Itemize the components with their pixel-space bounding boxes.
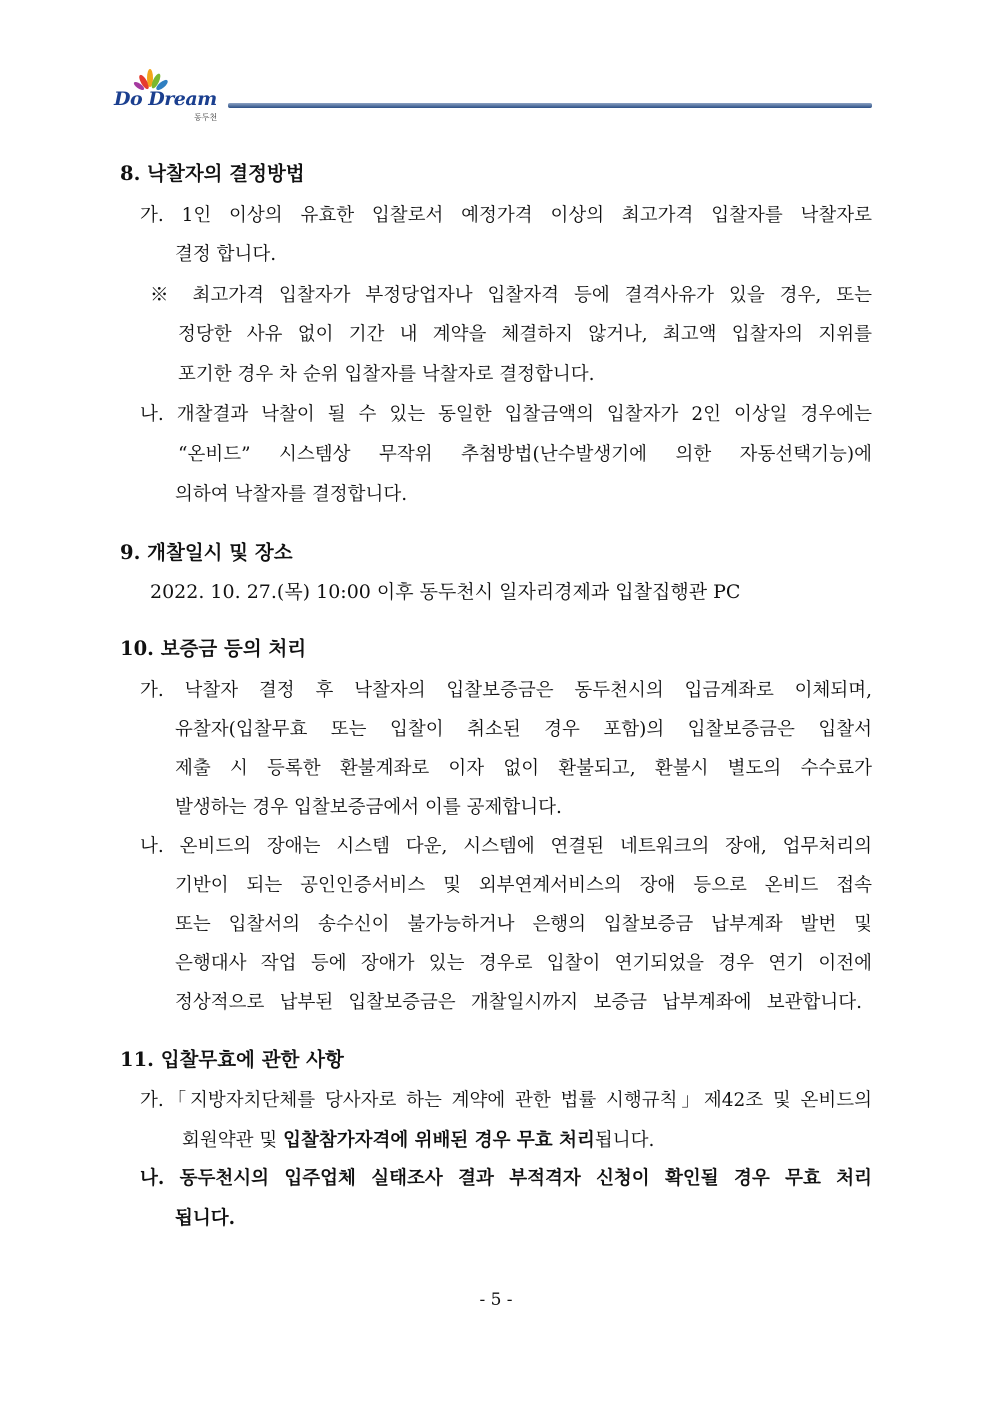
section-11-item-a-text: 회원약관 및 (182, 1130, 284, 1151)
section-10-title: 10. 보증금 등의 처리 (120, 637, 307, 660)
section-11-item-b-line-1: 나. 동두천시의 입주업체 실태조사 결과 부적격자 신청이 확인될 경우 무효 처리 (140, 1168, 872, 1189)
section-10-item-a-line-3: 제출 시 등록한 환불계좌로 이자 없이 환불되고, 환불시 별도의 수수료가 (175, 758, 872, 779)
section-8-item-b-line-3: 의하여 낙찰자를 결정합니다. (175, 484, 408, 505)
section-10-item-b-line-3: 또는 입찰서의 송수신이 불가능하거나 은행의 입찰보증금 납부계좌 발번 및 (175, 914, 872, 935)
logo-subtext: 동두천 (194, 113, 218, 122)
section-10-item-b-line-1: 나. 온비드의 장애는 시스템 다운, 시스템에 연결된 네트워크의 장애, 업무처리의 (140, 836, 872, 857)
section-8-note-line-3: 포기한 경우 차 순위 입찰자를 낙찰자로 결정합니다. (178, 364, 595, 385)
dodream-logo (114, 66, 226, 126)
section-8-title: 8. 낙찰자의 결정방법 (120, 162, 305, 185)
page-number: - 5 - (479, 1290, 513, 1310)
section-8-item-b-line-2: “온비드” 시스템상 무작위 추첨방법(난수발생기에 의한 자동선택기능)에 (178, 444, 872, 465)
section-10-item-a-line-2: 유찰자(입찰무효 또는 입찰이 취소된 경우 포함)의 입찰보증금은 입찰서 (175, 719, 872, 740)
section-10-item-b-line-4: 은행대사 작업 등에 장애가 있는 경우로 입찰이 연기되었을 경우 연기 이전에 (175, 953, 872, 974)
section-8-note-line-2: 정당한 사유 없이 기간 내 계약을 체결하지 않거나, 최고액 입찰자의 지위를 (178, 324, 872, 345)
section-8-note-line-1: ※ 최고가격 입찰자가 부정당업자나 입찰자격 등에 결격사유가 있을 경우, 또는 (150, 285, 872, 306)
section-9-title: 9. 개찰일시 및 장소 (120, 541, 293, 564)
section-11-item-a-line-1: 가.「지방자치단체를 당사자로 하는 계약에 관한 법률 시행규칙」제42조 및 온비드의 (140, 1090, 872, 1111)
header-rule (228, 103, 872, 108)
section-9-datetime-place: 2022. 10. 27.(목) 10:00 이후 동두천시 일자리경제과 입찰집행관 PC (150, 581, 741, 603)
logo-text: Do Dream (114, 88, 217, 110)
section-8-item-a-line-1: 가. 1인 이상의 유효한 입찰로서 예정가격 이상의 최고가격 입찰자를 낙찰자로 (140, 205, 872, 226)
section-10-item-b-line-2: 기반이 되는 공인인증서비스 및 외부연계서비스의 장애 등으로 온비드 접속 (175, 875, 872, 896)
section-11-item-a-line-2 (182, 1126, 654, 1152)
section-8-item-b-line-1: 나. 개찰결과 낙찰이 될 수 있는 동일한 입찰금액의 입찰자가 2인 이상일 경우에는 (140, 404, 872, 425)
section-11-item-a-emphasis: 입찰참가자격에 위배된 경우 무효 처리 (283, 1130, 595, 1151)
section-10-item-a-line-1: 가. 낙찰자 결정 후 낙찰자의 입찰보증금은 동두천시의 입금계좌로 이체되며, (140, 680, 872, 701)
section-8-item-a-line-2: 결정 합니다. (175, 244, 277, 265)
section-11-title: 11. 입찰무효에 관한 사항 (120, 1048, 344, 1071)
section-10-item-b-line-5: 정상적으로 납부된 입찰보증금은 개찰일시까지 보증금 납부계좌에 보관합니다. (175, 992, 862, 1013)
section-10-item-a-line-4: 발생하는 경우 입찰보증금에서 이를 공제합니다. (175, 797, 562, 818)
section-11-item-a-ending: 됩니다. (594, 1130, 655, 1151)
section-11-item-b-line-2: 됩니다. (175, 1208, 236, 1229)
